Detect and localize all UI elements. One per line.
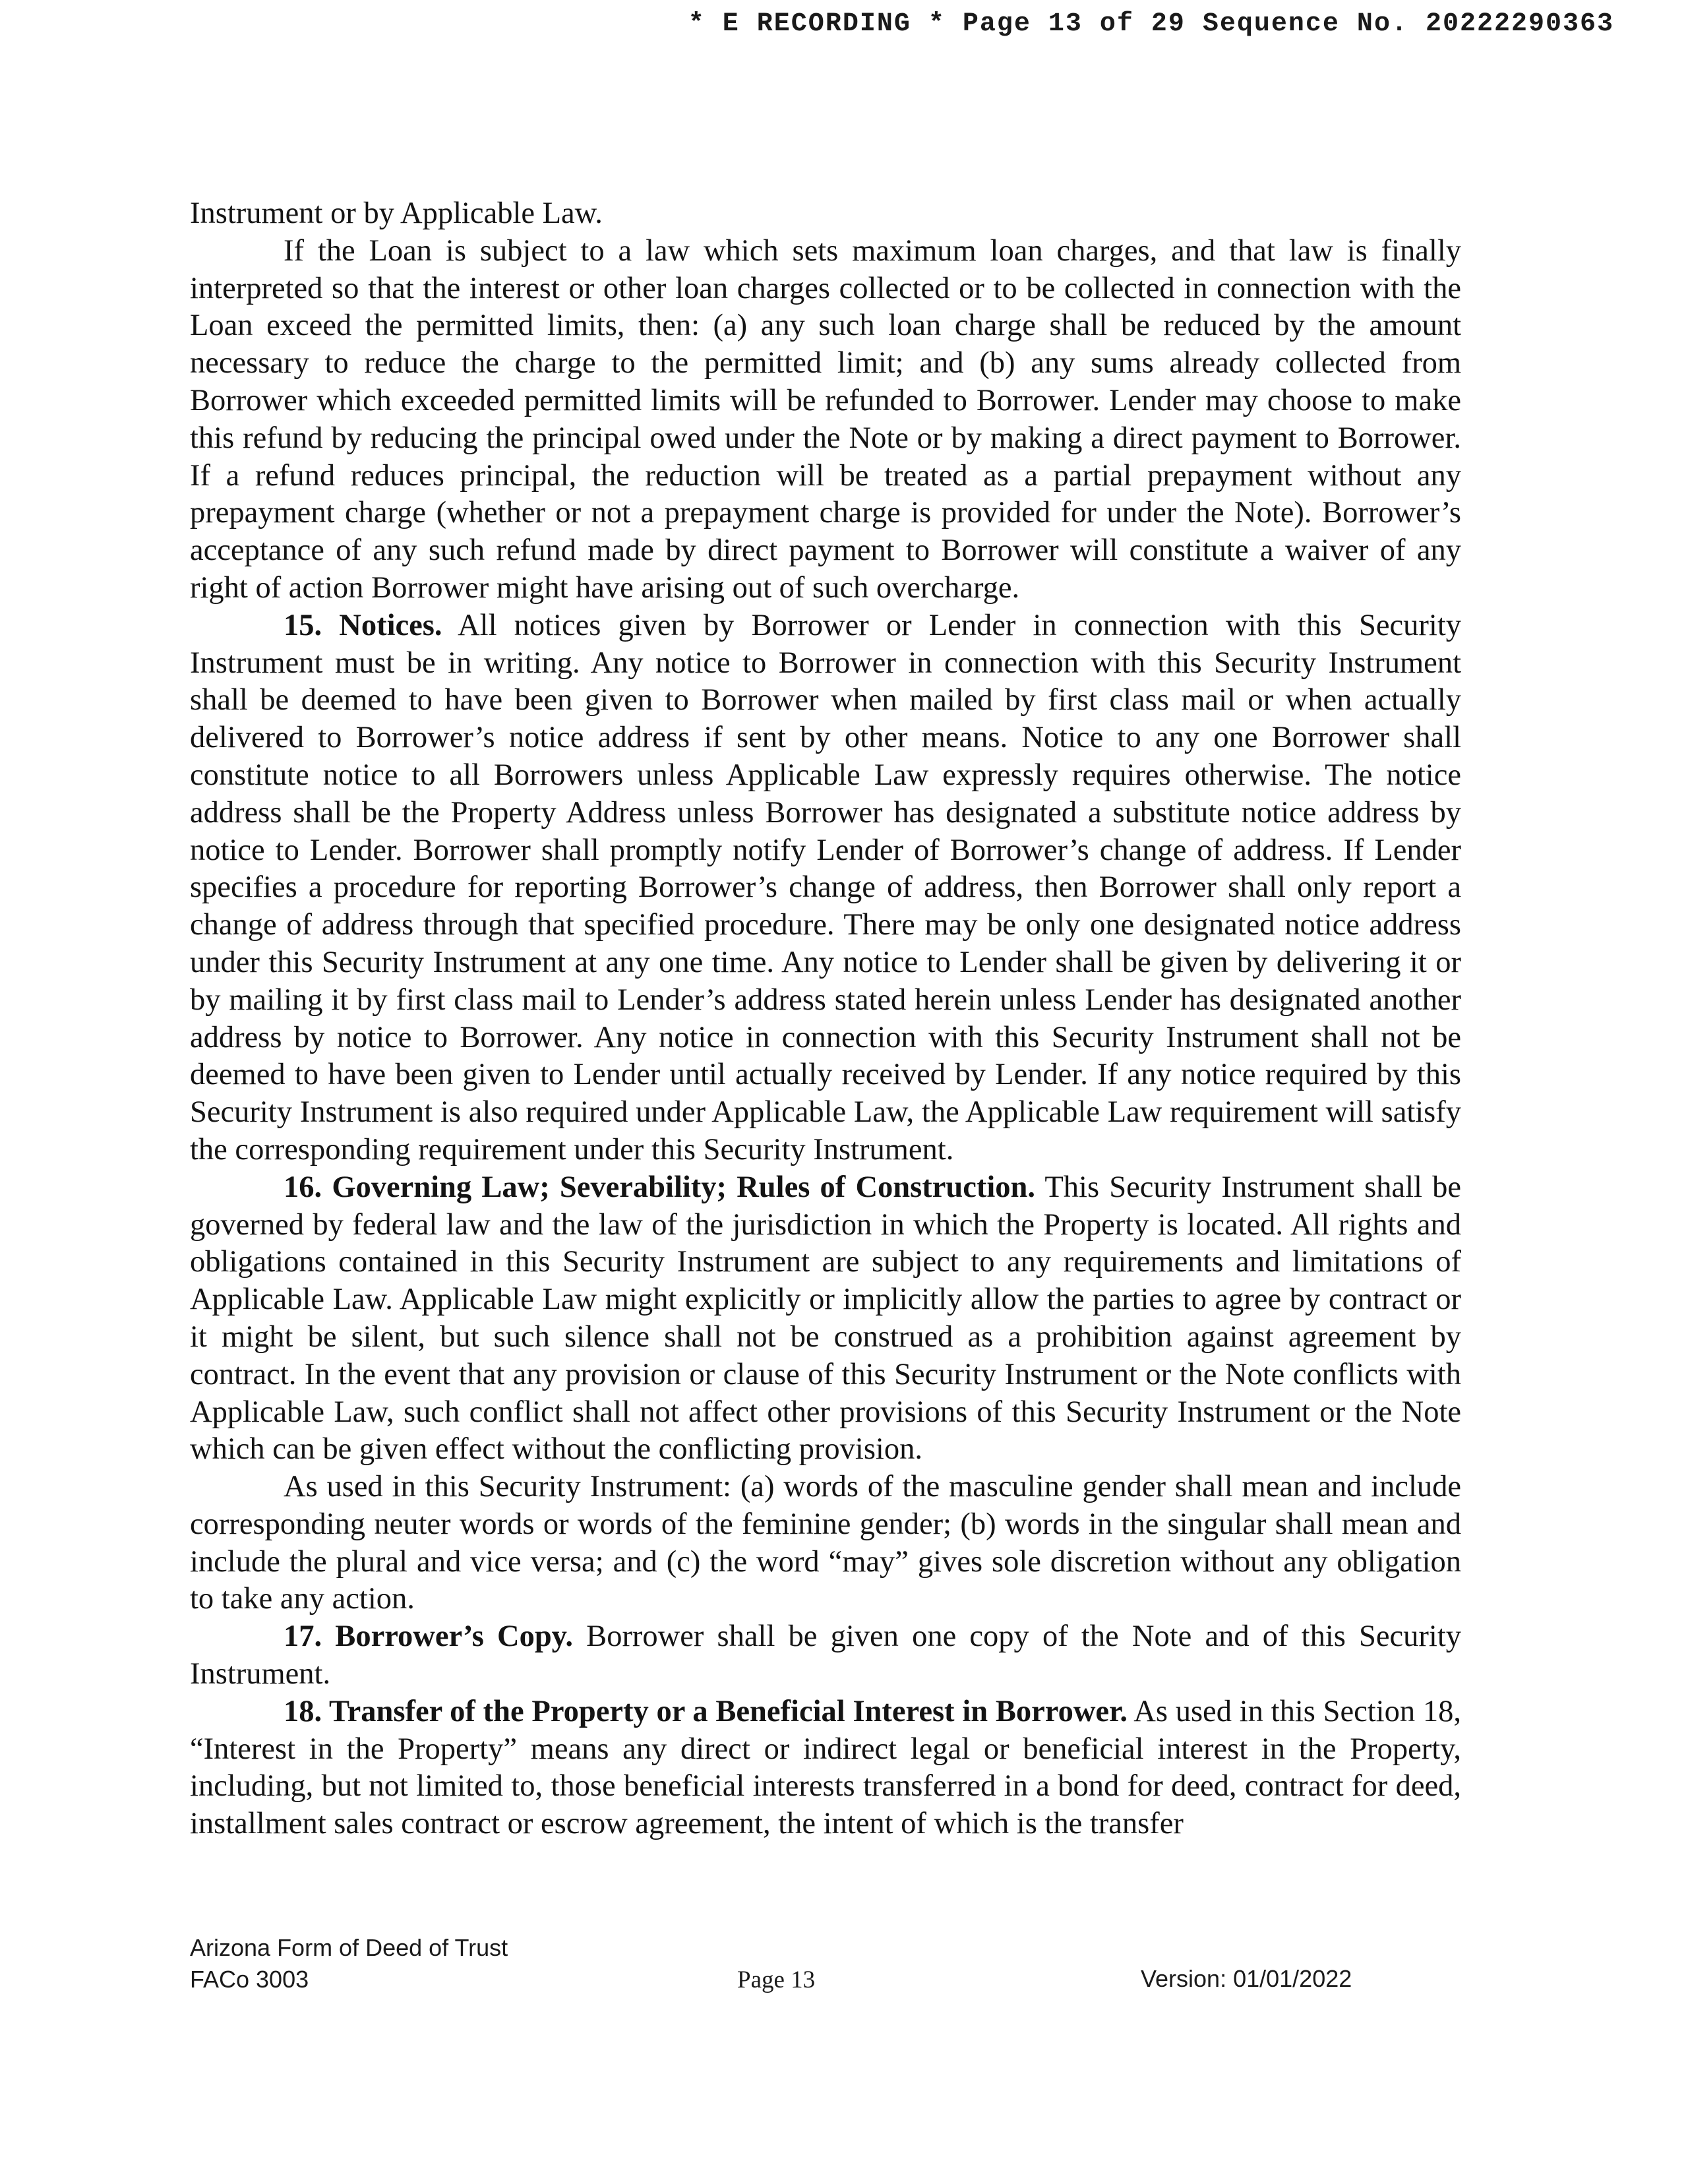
section-17-heading: 17. Borrower’s Copy.: [284, 1620, 573, 1654]
section-15-heading: 15. Notices.: [284, 608, 442, 642]
recording-header: * E RECORDING * Page 13 of 29 Sequence No. 20222290363: [688, 9, 1614, 39]
paragraph-continuation: Instrument or by Applicable Law.: [190, 197, 603, 230]
footer-page-number: Page 13: [737, 1966, 816, 1993]
footer-form-name: Arizona Form of Deed of Trust: [190, 1934, 508, 1961]
paragraph-as-used: As used in this Security Instrument: (a) words of the masculine gender shall mean and include corresponding neuter words or words of the feminine gender; (b) words in the singular shall mean and include the plural and vice versa; and (c) the word “may” gives sole discretion without any obligation to take any action.: [190, 1470, 1461, 1616]
section-17-borrowers-copy: [190, 1618, 1461, 1693]
paragraph-loan-charges: If the Loan is subject to a law which sets maximum loan charges, and that law is finally interpreted so that the interest or other loan charges collected or to be collected in connection with the Loan exceed the permitted limits, then: (a) any such loan charge shall be reduced by the amount necessary to reduce the charge to the permitted limit; and (b) any sums already collected from Borrower which exceeded permitted limits will be refunded to Borrower. Lender may choose to make this refund by reducing the principal owed under the Note or by making a direct payment to Borrower. If a refund reduces principal, the reduction will be treated as a partial prepayment without any prepayment charge (whether or not a prepayment charge is provided for under the Note). Borrower’s acceptance of any such refund made by direct payment to Borrower will constitute a waiver of any right of action Borrower might have arising out of such overcharge.: [190, 233, 1461, 605]
footer-version: Version: 01/01/2022: [1141, 1965, 1352, 1992]
section-18-heading: 18. Transfer of the Property or a Beneficial Interest in Borrower.: [284, 1694, 1128, 1728]
document-body: [190, 195, 1461, 1843]
section-16-heading: 16. Governing Law; Severability; Rules of Construction.: [284, 1170, 1036, 1204]
section-15-notices: [190, 607, 1461, 1169]
section-16-governing-law: [190, 1169, 1461, 1469]
section-17-text: Borrower shall be given one copy of the Note and of this Security Instrument.: [190, 1620, 1461, 1691]
section-18-text: As used in this Section 18, “Interest in the Property” means any direct or indirect legal or beneficial interest in the Property, including, but not limited to, those beneficial interests transferred in a bond for deed, contract for deed, installment sales contract or escrow agreement, the intent of which is the transfer: [190, 1694, 1461, 1841]
section-15-text: All notices given by Borrower or Lender in connection with this Security Instrument must be in writing. Any notice to Borrower in connection with this Security Instrument shall be deemed to have been given to Borrower when mailed by first class mail or when actually delivered to Borrower’s notice address if sent by other means. Notice to any one Borrower shall constitute notice to all Borrowers unless Applicable Law expressly requires otherwise. The notice address shall be the Property Address unless Borrower has designated a substitute notice address by notice to Lender. Borrower shall promptly notify Lender of Borrower’s change of address. If Lender specifies a procedure for reporting Borrower’s change of address, then Borrower shall only report a change of address through that specified procedure. There may be only one designated notice address under this Security Instrument at any one time. Any notice to Lender shall be given by delivering it or by mailing it by first class mail to Lender’s address stated herein unless Lender has designated another address by notice to Borrower. Any notice in connection with this Security Instrument shall not be deemed to have been given to Lender until actually received by Lender. If any notice required by this Security Instrument is also required under Applicable Law, the Applicable Law requirement will satisfy the corresponding requirement under this Security Instrument.: [190, 608, 1461, 1167]
footer-form-info: [190, 1932, 508, 1995]
section-16-text: This Security Instrument shall be governed by federal law and the law of the jurisdiction in which the Property is located. All rights and obligations contained in this Security Instrument are subject to any requirements and limitations of Applicable Law. Applicable Law might explicitly or implicitly allow the parties to agree by contract or it might be silent, but such silence shall not be construed as a prohibition against agreement by contract. In the event that any provision or clause of this Security Instrument or the Note conflicts with Applicable Law, such conflict shall not affect other provisions of this Security Instrument or the Note which can be given effect without the conflicting provision.: [190, 1170, 1461, 1467]
footer-form-code: FACo 3003: [190, 1966, 309, 1993]
section-18-transfer: [190, 1693, 1461, 1843]
